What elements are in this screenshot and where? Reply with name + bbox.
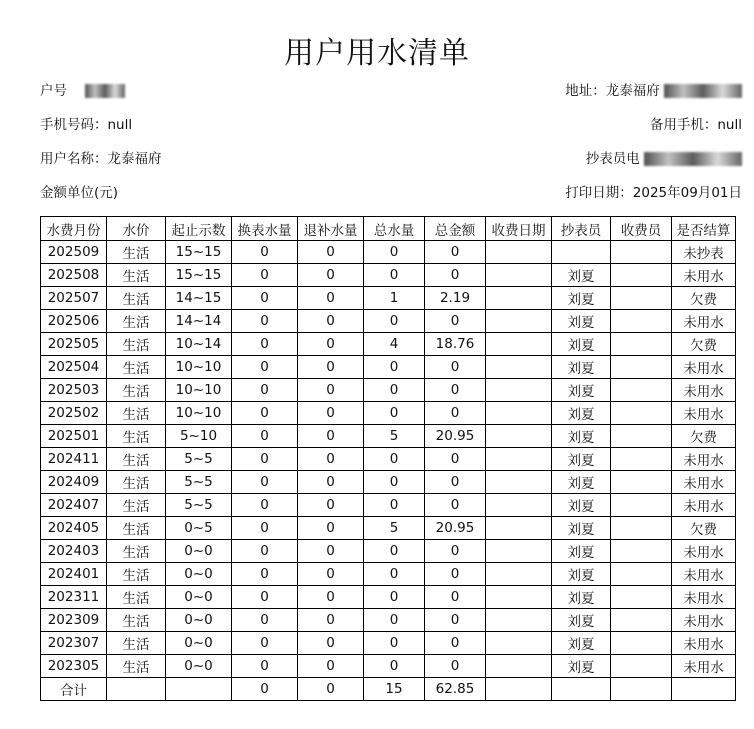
total-cell bbox=[552, 678, 611, 701]
table-cell: 0 bbox=[298, 632, 364, 655]
table-cell: 未用水 bbox=[672, 563, 736, 586]
table-cell: 刘夏 bbox=[552, 264, 611, 287]
table-cell: 未抄表 bbox=[672, 241, 736, 264]
table-cell: 0 bbox=[232, 425, 298, 448]
total-cell: 0 bbox=[232, 678, 298, 701]
total-cell: 0 bbox=[298, 678, 364, 701]
table-cell: 0 bbox=[232, 448, 298, 471]
table-cell bbox=[611, 632, 672, 655]
table-cell: 4 bbox=[364, 333, 425, 356]
table-cell: 10~10 bbox=[166, 402, 232, 425]
table-cell bbox=[611, 333, 672, 356]
table-cell: 生活 bbox=[107, 379, 166, 402]
table-header bbox=[41, 217, 736, 241]
table-cell: 0 bbox=[425, 563, 486, 586]
table-cell bbox=[611, 655, 672, 678]
table-cell: 欠费 bbox=[672, 517, 736, 540]
table-cell: 0 bbox=[232, 563, 298, 586]
table-cell bbox=[486, 356, 552, 379]
table-cell: 202409 bbox=[41, 471, 107, 494]
table-cell: 0 bbox=[298, 333, 364, 356]
table-cell: 5 bbox=[364, 425, 425, 448]
table-cell: 刘夏 bbox=[552, 287, 611, 310]
table-cell: 刘夏 bbox=[552, 471, 611, 494]
table-cell: 未用水 bbox=[672, 310, 736, 333]
table-cell: 0 bbox=[298, 609, 364, 632]
table-cell bbox=[486, 586, 552, 609]
table-row bbox=[41, 241, 736, 264]
table-cell: 生活 bbox=[107, 471, 166, 494]
table-cell: 未用水 bbox=[672, 264, 736, 287]
table-row bbox=[41, 586, 736, 609]
table-cell: 未用水 bbox=[672, 494, 736, 517]
table-cell: 0 bbox=[425, 586, 486, 609]
table-cell: 0 bbox=[298, 471, 364, 494]
table-cell: 0 bbox=[298, 402, 364, 425]
total-cell: 合计 bbox=[41, 678, 107, 701]
redacted-address bbox=[664, 84, 742, 98]
table-cell: 未用水 bbox=[672, 655, 736, 678]
table-cell: 0~0 bbox=[166, 632, 232, 655]
table-row bbox=[41, 425, 736, 448]
table-cell: 0 bbox=[298, 356, 364, 379]
water-bill-table bbox=[40, 216, 736, 701]
table-cell bbox=[611, 241, 672, 264]
table-cell: 0 bbox=[425, 356, 486, 379]
table-cell bbox=[486, 448, 552, 471]
table-cell: 5~10 bbox=[166, 425, 232, 448]
table-cell: 0 bbox=[425, 494, 486, 517]
table-cell: 0 bbox=[425, 379, 486, 402]
table-cell: 未用水 bbox=[672, 402, 736, 425]
column-header: 抄表员 bbox=[552, 217, 611, 241]
table-cell: 0 bbox=[298, 310, 364, 333]
table-cell: 刘夏 bbox=[552, 632, 611, 655]
table-cell: 未用水 bbox=[672, 586, 736, 609]
table-cell: 0~0 bbox=[166, 563, 232, 586]
reader-label: 抄表员电 bbox=[585, 151, 640, 167]
table-cell: 0 bbox=[232, 333, 298, 356]
table-cell: 0 bbox=[232, 356, 298, 379]
table-cell: 202501 bbox=[41, 425, 107, 448]
table-cell: 202507 bbox=[41, 287, 107, 310]
table-cell: 10~10 bbox=[166, 356, 232, 379]
table-cell: 0 bbox=[298, 241, 364, 264]
table-cell: 刘夏 bbox=[552, 609, 611, 632]
table-cell bbox=[486, 632, 552, 655]
user-name bbox=[40, 150, 162, 168]
table-cell: 0 bbox=[425, 471, 486, 494]
table-cell: 20.95 bbox=[425, 425, 486, 448]
table-row bbox=[41, 540, 736, 563]
table-cell: 0 bbox=[364, 655, 425, 678]
table-row bbox=[41, 402, 736, 425]
table-cell bbox=[611, 356, 672, 379]
table-cell: 0 bbox=[364, 264, 425, 287]
table-cell: 0 bbox=[425, 609, 486, 632]
table-cell: 0 bbox=[364, 402, 425, 425]
table-cell: 5~5 bbox=[166, 448, 232, 471]
address bbox=[565, 82, 742, 100]
table-body bbox=[41, 241, 736, 701]
total-cell bbox=[166, 678, 232, 701]
table-cell bbox=[611, 287, 672, 310]
table-cell: 0 bbox=[425, 540, 486, 563]
table-cell bbox=[486, 241, 552, 264]
total-cell bbox=[672, 678, 736, 701]
table-cell: 0 bbox=[232, 287, 298, 310]
table-cell bbox=[552, 241, 611, 264]
table-cell: 刘夏 bbox=[552, 356, 611, 379]
table-cell bbox=[611, 563, 672, 586]
table-cell: 未用水 bbox=[672, 379, 736, 402]
table-cell: 0~0 bbox=[166, 540, 232, 563]
header-row bbox=[41, 217, 736, 241]
table-cell: 刘夏 bbox=[552, 425, 611, 448]
table-cell: 生活 bbox=[107, 655, 166, 678]
print-date-label: 打印日期： bbox=[565, 185, 633, 201]
table-cell: 202309 bbox=[41, 609, 107, 632]
table-cell bbox=[486, 609, 552, 632]
table-cell: 202504 bbox=[41, 356, 107, 379]
table-cell: 0 bbox=[298, 379, 364, 402]
table-cell: 20.95 bbox=[425, 517, 486, 540]
table-cell bbox=[486, 494, 552, 517]
table-cell: 0 bbox=[232, 310, 298, 333]
table-cell bbox=[611, 310, 672, 333]
column-header: 换表水量 bbox=[232, 217, 298, 241]
table-cell: 0 bbox=[364, 632, 425, 655]
table-cell: 生活 bbox=[107, 586, 166, 609]
table-cell bbox=[611, 494, 672, 517]
table-row bbox=[41, 356, 736, 379]
table-cell: 0 bbox=[232, 379, 298, 402]
column-header: 退补水量 bbox=[298, 217, 364, 241]
table-cell: 生活 bbox=[107, 310, 166, 333]
redacted-reader-phone bbox=[644, 152, 742, 166]
column-header: 总水量 bbox=[364, 217, 425, 241]
table-cell: 刘夏 bbox=[552, 563, 611, 586]
address-value: 龙泰福府 bbox=[605, 83, 660, 99]
print-date-value: 2025年09月01日 bbox=[632, 185, 742, 201]
table-cell: 0 bbox=[364, 540, 425, 563]
table-cell: 0 bbox=[232, 402, 298, 425]
table-cell: 0 bbox=[232, 494, 298, 517]
table-cell: 5~5 bbox=[166, 471, 232, 494]
table-cell bbox=[486, 379, 552, 402]
table-cell: 202403 bbox=[41, 540, 107, 563]
backup-phone bbox=[650, 116, 742, 134]
table-cell: 生活 bbox=[107, 333, 166, 356]
table-cell: 15~15 bbox=[166, 264, 232, 287]
table-cell bbox=[486, 402, 552, 425]
table-row bbox=[41, 310, 736, 333]
table-cell: 0 bbox=[364, 310, 425, 333]
phone-label: 手机号码： bbox=[40, 117, 108, 133]
total-cell bbox=[486, 678, 552, 701]
table-cell: 刘夏 bbox=[552, 655, 611, 678]
table-cell: 10~14 bbox=[166, 333, 232, 356]
table-row bbox=[41, 448, 736, 471]
table-row bbox=[41, 379, 736, 402]
table-cell: 0 bbox=[232, 655, 298, 678]
table-cell bbox=[611, 586, 672, 609]
table-cell: 生活 bbox=[107, 448, 166, 471]
table-cell: 未用水 bbox=[672, 540, 736, 563]
table-cell: 未用水 bbox=[672, 471, 736, 494]
table-cell: 0 bbox=[232, 471, 298, 494]
column-header: 是否结算 bbox=[672, 217, 736, 241]
table-cell bbox=[611, 540, 672, 563]
table-cell: 刘夏 bbox=[552, 448, 611, 471]
table-cell: 0 bbox=[364, 356, 425, 379]
username-label: 用户名称： bbox=[40, 151, 108, 167]
table-cell: 欠费 bbox=[672, 287, 736, 310]
address-label: 地址： bbox=[565, 83, 606, 99]
table-cell: 18.76 bbox=[425, 333, 486, 356]
table-cell: 0 bbox=[298, 563, 364, 586]
table-cell: 0 bbox=[298, 494, 364, 517]
table-cell: 202506 bbox=[41, 310, 107, 333]
table-cell: 生活 bbox=[107, 540, 166, 563]
table-cell: 刘夏 bbox=[552, 310, 611, 333]
table-cell: 5~5 bbox=[166, 494, 232, 517]
table-cell: 生活 bbox=[107, 609, 166, 632]
table-cell: 0 bbox=[298, 264, 364, 287]
table-cell: 2.19 bbox=[425, 287, 486, 310]
table-row bbox=[41, 517, 736, 540]
table-cell bbox=[486, 540, 552, 563]
table-cell bbox=[611, 609, 672, 632]
table-cell: 未用水 bbox=[672, 448, 736, 471]
table-cell: 0~0 bbox=[166, 586, 232, 609]
table-row bbox=[41, 333, 736, 356]
total-cell bbox=[107, 678, 166, 701]
column-header: 收费日期 bbox=[486, 217, 552, 241]
table-cell: 生活 bbox=[107, 264, 166, 287]
table-cell: 0~0 bbox=[166, 609, 232, 632]
table-cell: 10~10 bbox=[166, 379, 232, 402]
table-cell: 0 bbox=[298, 586, 364, 609]
table-cell: 202411 bbox=[41, 448, 107, 471]
table-cell: 0 bbox=[364, 494, 425, 517]
table-cell: 刘夏 bbox=[552, 379, 611, 402]
table-cell bbox=[486, 517, 552, 540]
backup-phone-label: 备用手机： bbox=[649, 117, 718, 133]
table-cell: 未用水 bbox=[672, 609, 736, 632]
table-cell: 14~15 bbox=[166, 287, 232, 310]
table-cell: 生活 bbox=[107, 402, 166, 425]
table-cell: 14~14 bbox=[166, 310, 232, 333]
print-date bbox=[565, 184, 742, 202]
table-cell: 202307 bbox=[41, 632, 107, 655]
table-cell: 0 bbox=[298, 287, 364, 310]
table-cell bbox=[611, 425, 672, 448]
table-cell: 刘夏 bbox=[552, 333, 611, 356]
table-cell: 刘夏 bbox=[552, 540, 611, 563]
table-cell: 0 bbox=[364, 471, 425, 494]
table-cell bbox=[611, 264, 672, 287]
table-cell: 0 bbox=[232, 540, 298, 563]
table-cell: 202505 bbox=[41, 333, 107, 356]
table-cell: 0 bbox=[364, 448, 425, 471]
table-row bbox=[41, 563, 736, 586]
table-cell: 0 bbox=[232, 586, 298, 609]
table-cell: 生活 bbox=[107, 563, 166, 586]
table-cell: 202503 bbox=[41, 379, 107, 402]
table-cell: 生活 bbox=[107, 356, 166, 379]
table-row bbox=[41, 494, 736, 517]
table-cell: 1 bbox=[364, 287, 425, 310]
table-cell: 生活 bbox=[107, 287, 166, 310]
total-cell: 62.85 bbox=[425, 678, 486, 701]
table-cell bbox=[486, 333, 552, 356]
table-cell: 0 bbox=[364, 609, 425, 632]
total-cell: 15 bbox=[364, 678, 425, 701]
total-cell bbox=[611, 678, 672, 701]
table-cell bbox=[486, 310, 552, 333]
table-row bbox=[41, 287, 736, 310]
table-cell: 0 bbox=[425, 448, 486, 471]
table-cell: 202502 bbox=[41, 402, 107, 425]
table-cell bbox=[486, 287, 552, 310]
total-row bbox=[41, 678, 736, 701]
table-cell bbox=[486, 563, 552, 586]
table-cell: 0 bbox=[232, 632, 298, 655]
table-cell: 0 bbox=[425, 264, 486, 287]
phone-value: null bbox=[107, 117, 133, 133]
table-cell bbox=[486, 471, 552, 494]
table-cell: 0 bbox=[364, 586, 425, 609]
account-number bbox=[40, 82, 125, 100]
redacted-account-number bbox=[85, 84, 125, 98]
table-cell: 202509 bbox=[41, 241, 107, 264]
table-cell bbox=[486, 425, 552, 448]
backup-phone-value: null bbox=[717, 117, 742, 133]
table-cell: 生活 bbox=[107, 494, 166, 517]
table-cell bbox=[486, 264, 552, 287]
table-cell: 202401 bbox=[41, 563, 107, 586]
table-cell: 欠费 bbox=[672, 333, 736, 356]
table-cell: 0 bbox=[425, 402, 486, 425]
table-row bbox=[41, 655, 736, 678]
column-header: 水费月份 bbox=[41, 217, 107, 241]
table-row bbox=[41, 632, 736, 655]
phone bbox=[40, 116, 132, 134]
table-cell: 0~5 bbox=[166, 517, 232, 540]
table-row bbox=[41, 264, 736, 287]
column-header: 总金额 bbox=[425, 217, 486, 241]
table-cell: 刘夏 bbox=[552, 517, 611, 540]
column-header: 收费员 bbox=[611, 217, 672, 241]
table-cell: 5 bbox=[364, 517, 425, 540]
table-cell: 未用水 bbox=[672, 632, 736, 655]
document-title: 用户用水清单 bbox=[284, 36, 470, 71]
table-cell: 202405 bbox=[41, 517, 107, 540]
table-cell bbox=[486, 655, 552, 678]
table-cell: 15~15 bbox=[166, 241, 232, 264]
table-cell: 0 bbox=[298, 655, 364, 678]
table-cell: 刘夏 bbox=[552, 586, 611, 609]
table-cell: 0 bbox=[364, 563, 425, 586]
table-cell: 202311 bbox=[41, 586, 107, 609]
table-cell: 202305 bbox=[41, 655, 107, 678]
account-label: 户号 bbox=[40, 83, 67, 99]
table-cell bbox=[611, 379, 672, 402]
table-cell: 生活 bbox=[107, 425, 166, 448]
table-cell: 0 bbox=[425, 655, 486, 678]
amount-unit: 金额单位(元) bbox=[40, 185, 119, 201]
table-cell: 0 bbox=[232, 517, 298, 540]
username-value: 龙泰福府 bbox=[107, 151, 162, 167]
table-cell: 0 bbox=[298, 425, 364, 448]
column-header: 水价 bbox=[107, 217, 166, 241]
table-cell: 202407 bbox=[41, 494, 107, 517]
table-cell: 0 bbox=[425, 241, 486, 264]
table-cell: 0 bbox=[232, 241, 298, 264]
table-cell bbox=[611, 448, 672, 471]
table-cell: 0 bbox=[232, 264, 298, 287]
table-cell bbox=[611, 517, 672, 540]
table-cell: 0 bbox=[298, 517, 364, 540]
table-cell: 刘夏 bbox=[552, 494, 611, 517]
table-cell: 0 bbox=[298, 540, 364, 563]
table-cell: 刘夏 bbox=[552, 402, 611, 425]
table-cell: 0~0 bbox=[166, 655, 232, 678]
table-cell: 生活 bbox=[107, 241, 166, 264]
table-cell: 0 bbox=[298, 448, 364, 471]
table-cell: 0 bbox=[232, 609, 298, 632]
table-cell: 生活 bbox=[107, 517, 166, 540]
table-cell: 0 bbox=[425, 310, 486, 333]
table-cell: 0 bbox=[425, 632, 486, 655]
column-header: 起止示数 bbox=[166, 217, 232, 241]
table-cell bbox=[611, 402, 672, 425]
table-row bbox=[41, 471, 736, 494]
table-cell: 欠费 bbox=[672, 425, 736, 448]
meter-reader-phone bbox=[586, 150, 742, 168]
table-cell: 0 bbox=[364, 379, 425, 402]
table-cell bbox=[611, 471, 672, 494]
table-row bbox=[41, 609, 736, 632]
table-cell: 0 bbox=[364, 241, 425, 264]
table-cell: 202508 bbox=[41, 264, 107, 287]
table-cell: 未用水 bbox=[672, 356, 736, 379]
table-cell: 生活 bbox=[107, 632, 166, 655]
